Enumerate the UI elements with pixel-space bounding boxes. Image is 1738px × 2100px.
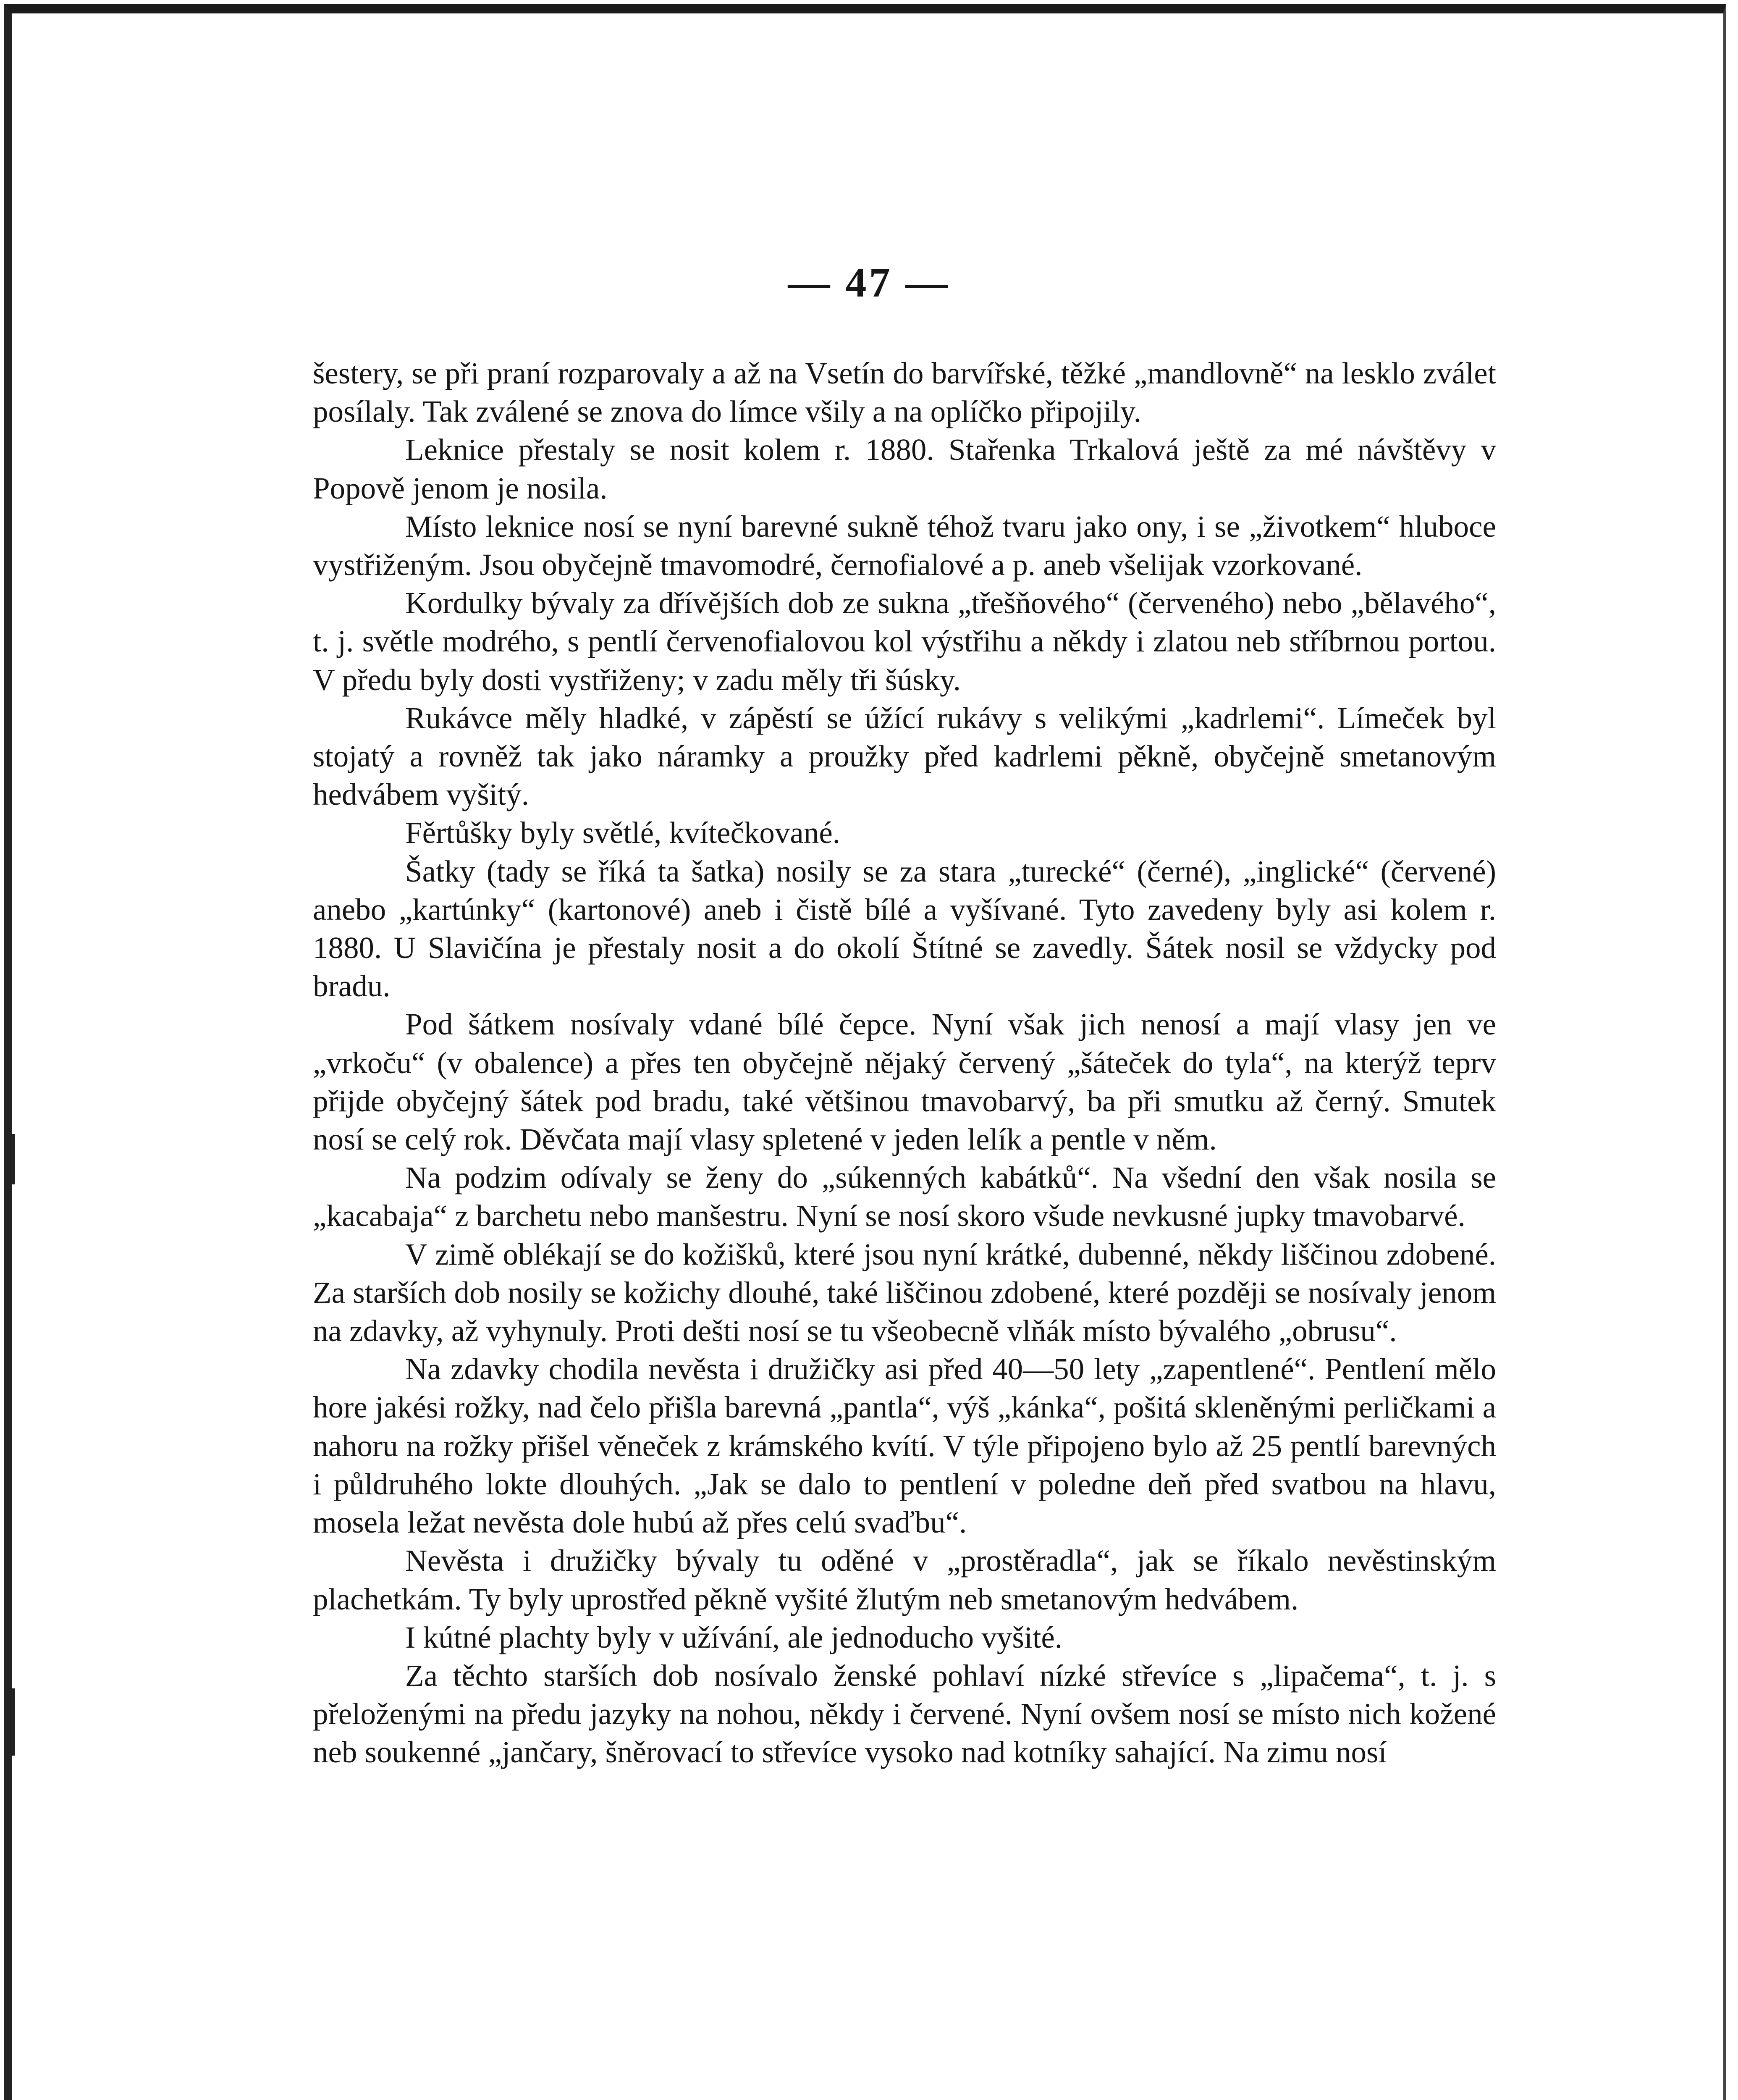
paragraph: V zimě oblékají se do kožišků, které jsou nyní krátké, dubenné, někdy liščinou zdobené. Za starších dob nosily se kožichy dlouhé, také liščinou zdobené, které později se nosívaly jenom na zdavky, až vyhynuly. Proti dešti nosí se tu všeobecně vlňák místo bývalého „obrusu“.: [313, 1237, 1496, 1348]
scan-edge-mark: [10, 1688, 15, 1756]
paragraph: Pod šátkem nosívaly vdané bílé čepce. Nyní však jich nenosí a mají vlasy jen ve „vrkoču“ (v obalence) a přes ten obyčejně nějaký červený „šáteček do tyla“, na kterýž teprv přijde obyčejný šátek pod bradu, také většinou tmavobarvý, ba při smutku až černý. Smutek nosí se celý rok. Děvčata mají vlasy spletené v jeden lelík a pentle v něm.: [313, 1007, 1496, 1157]
paragraph: šestery, se při praní rozparovaly a až na Vsetín do barvířské, těžké „mandlovně“ na lesklo zválet posílaly. Tak zválené se znova do límce všily a na oplíčko připojily.: [313, 356, 1496, 429]
paragraph: Na podzim odívaly se ženy do „súkenných kabátků“. Na všední den však nosila se „kacabaja“ z barchetu nebo manšestru. Nyní se nosí skoro všude nevkusné jupky tmavobarvé.: [313, 1160, 1496, 1233]
paragraph: Fěrtůšky byly světlé, kvítečkované.: [405, 816, 840, 850]
paragraph: I kútné plachty byly v užívání, ale jednoducho vyšité.: [405, 1620, 1063, 1654]
paragraph: Leknice přestaly se nosit kolem r. 1880. Stařenka Trkalová ještě za mé návštěvy v Popově jenom je nosila.: [313, 433, 1496, 505]
paragraph: Nevěsta i družičky bývaly tu oděné v „prostěradla“, jak se říkalo nevěstinským plachetkám. Ty byly uprostřed pěkně vyšité žlutým neb smetanovým hedvábem.: [313, 1544, 1496, 1616]
paragraph: Místo leknice nosí se nyní barevné sukně téhož tvaru jako ony, i se „životkem“ hluboce vystřiženým. Jsou obyčejně tmavomodré, černofialové a p. aneb všelijak vzorkované.: [313, 509, 1496, 582]
body-text: [313, 354, 1496, 1772]
paragraph: Za těchto starších dob nosívalo ženské pohlaví nízké střevíce s „lipačema“, t. j. s přeloženými na předu jazyky na nohou, někdy i červené. Nyní ovšem nosí se místo nich kožené neb soukenné „jančary, šněrovací to střevíce vysoko nad kotníky sahající. Na zimu nosí: [313, 1658, 1496, 1769]
paragraph: Na zdavky chodila nevěsta i družičky asi před 40—50 lety „zapentlené“. Pentlení mělo hore jakési rožky, nad čelo přišla barevná „pantla“, výš „kánka“, pošitá skleněnými perličkami a nahoru na rožky přišel věneček z krámského kvítí. V týle připojeno bylo až 25 pentlí barevných i půldruhého lokte dlouhých. „Jak se dalo to pentlení v poledne deň před svatbou na hlavu, mosela ležat nevěsta dole hubú až přes celú svaďbu“.: [313, 1352, 1496, 1540]
page-number: — 47 —: [788, 259, 950, 306]
paragraph: Kordulky bývaly za dřívějších dob ze sukna „třešňového“ (červeného) nebo „bělavého“, t. j. světle modrého, s pentlí červenofialovou kol výstřihu a někdy i zlatou neb stříbrnou portou. V předu byly dosti vystřiženy; v zadu měly tři šúsky.: [313, 586, 1496, 697]
paragraph: Šatky (tady se říká ta šatka) nosily se za stara „turecké“ (černé), „inglické“ (červené) anebo „kartúnky“ (kartonové) aneb i čistě bílé a vyšívané. Tyto zavedeny byly asi kolem r. 1880. U Slavičína je přestaly nosit a do okolí Štítné se zavedly. Šátek nosil se vždycky pod bradu.: [313, 854, 1496, 1003]
paragraph: Rukávce měly hladké, v zápěstí se úžící rukávy s velikými „kadrlemi“. Límeček byl stojatý a rovněž tak jako náramky a proužky před kadrlemi pěkně, obyčejně smetanovým hedvábem vyšitý.: [313, 701, 1496, 812]
scan-edge-mark: [10, 1134, 15, 1184]
